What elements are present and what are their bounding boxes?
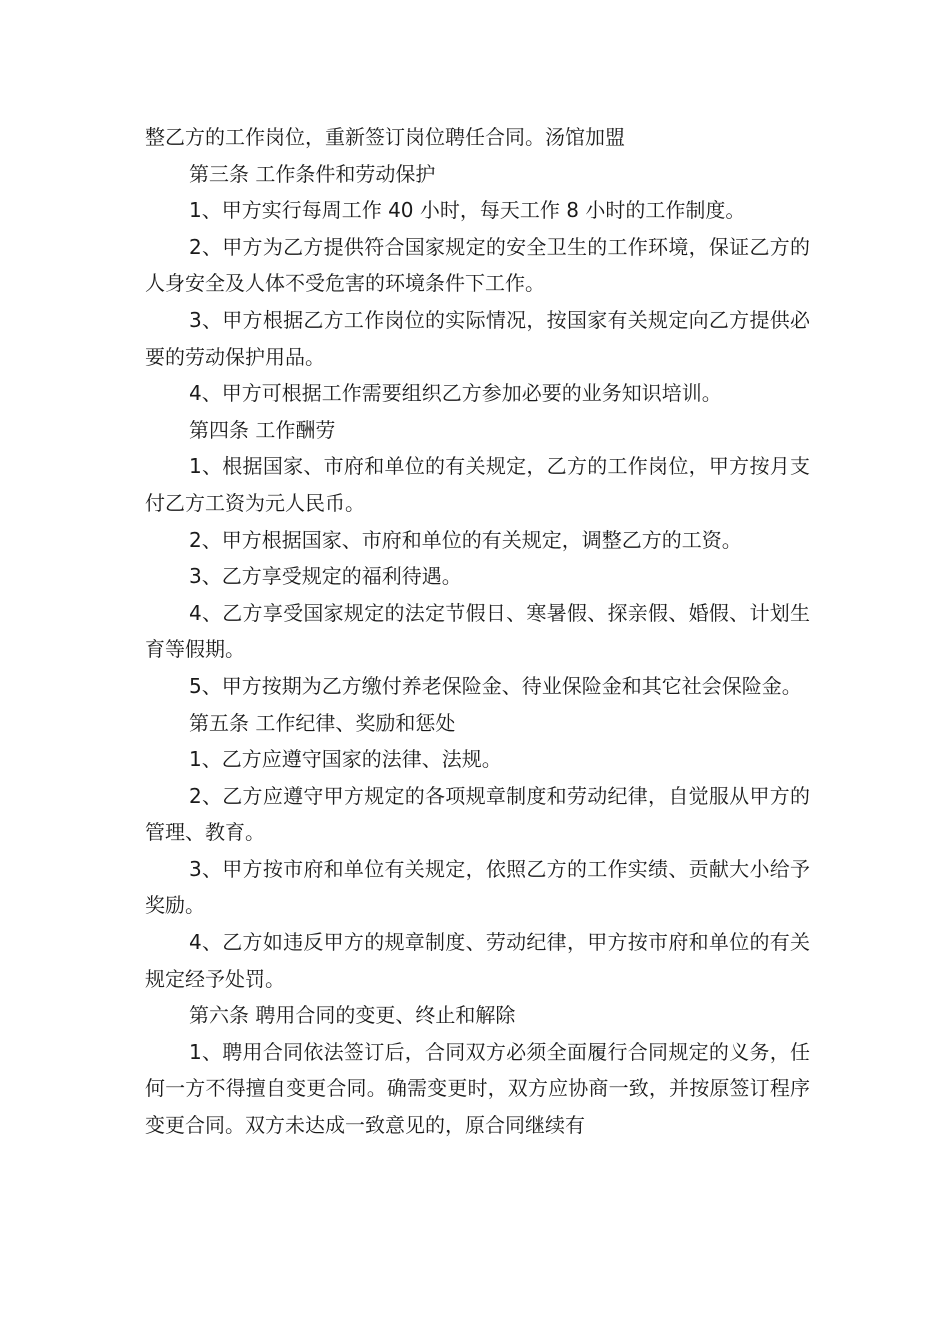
paragraph: 5、甲方按期为乙方缴付养老保险金、待业保险金和其它社会保险金。	[189, 673, 802, 698]
document-body	[145, 119, 810, 1144]
paragraph: 2、乙方应遵守甲方规定的各项规章制度和劳动纪律，自觉服从甲方的管理、教育。	[145, 783, 810, 845]
paragraph: 4、甲方可根据工作需要组织乙方参加必要的业务知识培训。	[189, 381, 722, 406]
section-heading: 第三条 工作条件和劳动保护	[189, 161, 436, 186]
paragraph: 1、甲方实行每周工作 40 小时，每天工作 8 小时的工作制度。	[189, 198, 746, 223]
paragraph: 4、乙方享受国家规定的法定节假日、寒暑假、探亲假、婚假、计划生育等假期。	[145, 600, 810, 662]
paragraph: 2、甲方为乙方提供符合国家规定的安全卫生的工作环境，保证乙方的人身安全及人体不受危害的环境条件下工作。	[145, 234, 810, 296]
paragraph: 1、乙方应遵守国家的法律、法规。	[189, 747, 502, 772]
paragraph: 4、乙方如违反甲方的规章制度、劳动纪律，甲方按市府和单位的有关规定经予处罚。	[145, 930, 810, 991]
paragraph: 整乙方的工作岗位，重新签订岗位聘任合同。汤馆加盟	[145, 125, 625, 149]
section-heading: 第五条 工作纪律、奖励和惩处	[189, 710, 456, 735]
paragraph: 1、聘用合同依法签订后，合同双方必须全面履行合同规定的义务，任何一方不得擅自变更合同。确需变更时，双方应协商一致，并按原签订程序变更合同。双方未达成一致意见的，原合同继续有	[145, 1039, 810, 1138]
paragraph: 2、甲方根据国家、市府和单位的有关规定，调整乙方的工资。	[189, 527, 742, 552]
paragraph: 3、乙方享受规定的福利待遇。	[189, 564, 462, 589]
paragraph: 3、甲方按市府和单位有关规定，依照乙方的工作实绩、贡献大小给予奖励。	[145, 856, 810, 918]
paragraph: 1、根据国家、市府和单位的有关规定，乙方的工作岗位，甲方按月支付乙方工资为元人民币。	[145, 454, 810, 515]
section-heading: 第六条 聘用合同的变更、终止和解除	[189, 1003, 516, 1028]
section-heading: 第四条 工作酬劳	[189, 417, 336, 442]
paragraph: 3、甲方根据乙方工作岗位的实际情况，按国家有关规定向乙方提供必要的劳动保护用品。	[145, 307, 810, 369]
